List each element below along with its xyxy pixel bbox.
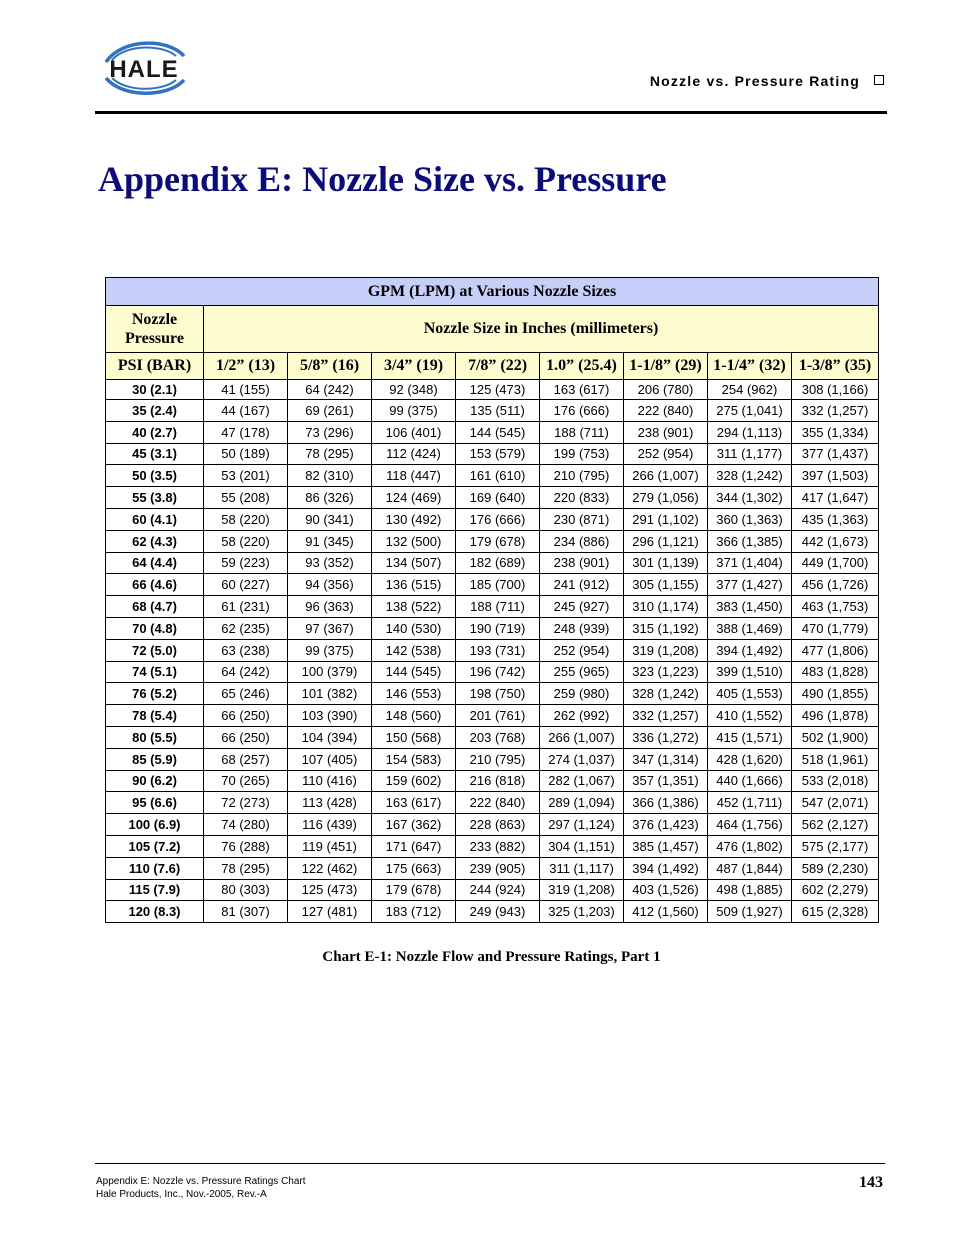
- pressure-cell: 74 (5.1): [106, 661, 204, 683]
- flow-cell: 244 (924): [456, 879, 540, 901]
- table-row: [106, 487, 879, 509]
- flow-cell: 47 (178): [204, 421, 288, 443]
- flow-cell: 101 (382): [288, 683, 372, 705]
- flow-cell: 222 (840): [456, 792, 540, 814]
- flow-cell: 104 (394): [288, 726, 372, 748]
- flow-cell: 266 (1,007): [540, 726, 624, 748]
- flow-cell: 163 (617): [372, 792, 456, 814]
- flow-cell: 146 (553): [372, 683, 456, 705]
- flow-cell: 161 (610): [456, 465, 540, 487]
- flow-cell: 203 (768): [456, 726, 540, 748]
- flow-cell: 463 (1,753): [792, 596, 879, 618]
- flow-cell: 100 (379): [288, 661, 372, 683]
- flow-cell: 59 (223): [204, 552, 288, 574]
- flow-cell: 249 (943): [456, 901, 540, 923]
- pressure-cell: 30 (2.1): [106, 380, 204, 400]
- flow-cell: 82 (310): [288, 465, 372, 487]
- flow-cell: 86 (326): [288, 487, 372, 509]
- flow-cell: 435 (1,363): [792, 508, 879, 530]
- flow-cell: 394 (1,492): [624, 857, 708, 879]
- flow-cell: 502 (1,900): [792, 726, 879, 748]
- flow-cell: 94 (356): [288, 574, 372, 596]
- running-header: [650, 73, 884, 89]
- table-row: [106, 596, 879, 618]
- table-row: [106, 748, 879, 770]
- flow-cell: 112 (424): [372, 443, 456, 465]
- flow-cell: 78 (295): [204, 857, 288, 879]
- flow-cell: 233 (882): [456, 835, 540, 857]
- flow-cell: 210 (795): [456, 748, 540, 770]
- flow-cell: 310 (1,174): [624, 596, 708, 618]
- flow-cell: 198 (750): [456, 683, 540, 705]
- flow-cell: 477 (1,806): [792, 639, 879, 661]
- flow-cell: 99 (375): [288, 639, 372, 661]
- flow-cell: 311 (1,117): [540, 857, 624, 879]
- flow-cell: 110 (416): [288, 770, 372, 792]
- flow-cell: 357 (1,351): [624, 770, 708, 792]
- table-row: [106, 574, 879, 596]
- pressure-cell: 80 (5.5): [106, 726, 204, 748]
- pressure-cell: 120 (8.3): [106, 901, 204, 923]
- flow-cell: 289 (1,094): [540, 792, 624, 814]
- flow-cell: 80 (303): [204, 879, 288, 901]
- flow-cell: 68 (257): [204, 748, 288, 770]
- table-row: [106, 508, 879, 530]
- flow-cell: 291 (1,102): [624, 508, 708, 530]
- flow-cell: 319 (1,208): [624, 639, 708, 661]
- pressure-cell: 66 (4.6): [106, 574, 204, 596]
- flow-cell: 385 (1,457): [624, 835, 708, 857]
- flow-cell: 397 (1,503): [792, 465, 879, 487]
- flow-cell: 159 (602): [372, 770, 456, 792]
- flow-cell: 58 (220): [204, 508, 288, 530]
- flow-cell: 518 (1,961): [792, 748, 879, 770]
- flow-cell: 383 (1,450): [708, 596, 792, 618]
- flow-cell: 238 (901): [540, 552, 624, 574]
- pressure-cell: 100 (6.9): [106, 814, 204, 836]
- flow-cell: 210 (795): [540, 465, 624, 487]
- table-row: [106, 814, 879, 836]
- table-row: [106, 683, 879, 705]
- checkbox-square-icon: [874, 75, 884, 85]
- flow-cell: 252 (954): [624, 443, 708, 465]
- table-row: [106, 879, 879, 901]
- table-row: [106, 857, 879, 879]
- hale-logo: [96, 36, 192, 100]
- flow-cell: 176 (666): [456, 508, 540, 530]
- flow-cell: 171 (647): [372, 835, 456, 857]
- flow-cell: 376 (1,423): [624, 814, 708, 836]
- pressure-cell: 62 (4.3): [106, 530, 204, 552]
- flow-cell: 62 (235): [204, 617, 288, 639]
- flow-cell: 241 (912): [540, 574, 624, 596]
- flow-cell: 216 (818): [456, 770, 540, 792]
- flow-cell: 74 (280): [204, 814, 288, 836]
- pressure-cell: 105 (7.2): [106, 835, 204, 857]
- flow-cell: 188 (711): [540, 421, 624, 443]
- column-header: 1-1/8” (29): [624, 353, 708, 380]
- pressure-cell: 90 (6.2): [106, 770, 204, 792]
- flow-cell: 69 (261): [288, 400, 372, 422]
- logo-wordmark: HALE: [109, 56, 179, 83]
- flow-cell: 64 (242): [288, 380, 372, 400]
- flow-cell: 148 (560): [372, 705, 456, 727]
- flow-cell: 412 (1,560): [624, 901, 708, 923]
- flow-cell: 179 (678): [456, 530, 540, 552]
- flow-cell: 190 (719): [456, 617, 540, 639]
- flow-cell: 72 (273): [204, 792, 288, 814]
- flow-cell: 415 (1,571): [708, 726, 792, 748]
- column-header: 1/2” (13): [204, 353, 288, 380]
- flow-cell: 92 (348): [372, 380, 456, 400]
- page-number: 143: [859, 1174, 883, 1191]
- table-row: [106, 705, 879, 727]
- table-row: [106, 421, 879, 443]
- flow-cell: 167 (362): [372, 814, 456, 836]
- flow-cell: 196 (742): [456, 661, 540, 683]
- flow-cell: 50 (189): [204, 443, 288, 465]
- flow-cell: 366 (1,386): [624, 792, 708, 814]
- footer-publisher: Hale Products, Inc., Nov.-2005, Rev.-A: [96, 1189, 267, 1200]
- flow-cell: 142 (538): [372, 639, 456, 661]
- flow-cell: 449 (1,700): [792, 552, 879, 574]
- flow-cell: 130 (492): [372, 508, 456, 530]
- flow-cell: 44 (167): [204, 400, 288, 422]
- table-row: [106, 443, 879, 465]
- table-row: [106, 380, 879, 400]
- flow-cell: 297 (1,124): [540, 814, 624, 836]
- flow-cell: 153 (579): [456, 443, 540, 465]
- flow-cell: 428 (1,620): [708, 748, 792, 770]
- flow-cell: 405 (1,553): [708, 683, 792, 705]
- pressure-cell: 35 (2.4): [106, 400, 204, 422]
- pressure-cell: 40 (2.7): [106, 421, 204, 443]
- table-row: [106, 901, 879, 923]
- running-header-text: Nozzle vs. Pressure Rating: [649, 73, 860, 89]
- flow-cell: 97 (367): [288, 617, 372, 639]
- flow-cell: 377 (1,437): [792, 443, 879, 465]
- page-title: Appendix E: Nozzle Size vs. Pressure: [98, 159, 667, 199]
- flow-cell: 125 (473): [288, 879, 372, 901]
- flow-cell: 476 (1,802): [708, 835, 792, 857]
- flow-cell: 360 (1,363): [708, 508, 792, 530]
- flow-cell: 199 (753): [540, 443, 624, 465]
- flow-cell: 140 (530): [372, 617, 456, 639]
- flow-cell: 91 (345): [288, 530, 372, 552]
- pressure-cell: 110 (7.6): [106, 857, 204, 879]
- flow-cell: 206 (780): [624, 380, 708, 400]
- flow-cell: 188 (711): [456, 596, 540, 618]
- flow-cell: 274 (1,037): [540, 748, 624, 770]
- flow-cell: 58 (220): [204, 530, 288, 552]
- flow-cell: 118 (447): [372, 465, 456, 487]
- flow-cell: 255 (965): [540, 661, 624, 683]
- flow-cell: 103 (390): [288, 705, 372, 727]
- flow-cell: 183 (712): [372, 901, 456, 923]
- flow-cell: 377 (1,427): [708, 574, 792, 596]
- pressure-cell: 115 (7.9): [106, 879, 204, 901]
- flow-cell: 388 (1,469): [708, 617, 792, 639]
- flow-cell: 252 (954): [540, 639, 624, 661]
- flow-cell: 440 (1,666): [708, 770, 792, 792]
- flow-cell: 163 (617): [540, 380, 624, 400]
- flow-cell: 344 (1,302): [708, 487, 792, 509]
- flow-cell: 41 (155): [204, 380, 288, 400]
- flow-cell: 136 (515): [372, 574, 456, 596]
- flow-cell: 93 (352): [288, 552, 372, 574]
- flow-cell: 490 (1,855): [792, 683, 879, 705]
- table-row: [106, 792, 879, 814]
- pressure-cell: 55 (3.8): [106, 487, 204, 509]
- flow-cell: 615 (2,328): [792, 901, 879, 923]
- flow-cell: 589 (2,230): [792, 857, 879, 879]
- flow-cell: 175 (663): [372, 857, 456, 879]
- flow-cell: 124 (469): [372, 487, 456, 509]
- flow-cell: 176 (666): [540, 400, 624, 422]
- flow-cell: 533 (2,018): [792, 770, 879, 792]
- flow-cell: 228 (863): [456, 814, 540, 836]
- footer-document-title: Appendix E: Nozzle vs. Pressure Ratings Chart: [96, 1176, 306, 1187]
- column-header: 7/8” (22): [456, 353, 540, 380]
- flow-cell: 135 (511): [456, 400, 540, 422]
- flow-cell: 266 (1,007): [624, 465, 708, 487]
- flow-cell: 347 (1,314): [624, 748, 708, 770]
- flow-cell: 222 (840): [624, 400, 708, 422]
- flow-cell: 96 (363): [288, 596, 372, 618]
- table-title: GPM (LPM) at Various Nozzle Sizes: [106, 278, 879, 306]
- pressure-cell: 50 (3.5): [106, 465, 204, 487]
- flow-cell: 90 (341): [288, 508, 372, 530]
- flow-cell: 154 (583): [372, 748, 456, 770]
- flow-cell: 470 (1,779): [792, 617, 879, 639]
- flow-cell: 575 (2,177): [792, 835, 879, 857]
- flow-cell: 311 (1,177): [708, 443, 792, 465]
- pressure-cell: 64 (4.4): [106, 552, 204, 574]
- pressure-cell: 95 (6.6): [106, 792, 204, 814]
- flow-cell: 254 (962): [708, 380, 792, 400]
- flow-cell: 464 (1,756): [708, 814, 792, 836]
- flow-cell: 107 (405): [288, 748, 372, 770]
- flow-cell: 193 (731): [456, 639, 540, 661]
- table-row: [106, 400, 879, 422]
- flow-cell: 234 (886): [540, 530, 624, 552]
- flow-cell: 239 (905): [456, 857, 540, 879]
- flow-cell: 305 (1,155): [624, 574, 708, 596]
- flow-cell: 144 (545): [456, 421, 540, 443]
- nozzle-pressure-table: [105, 277, 879, 923]
- flow-cell: 483 (1,828): [792, 661, 879, 683]
- flow-cell: 144 (545): [372, 661, 456, 683]
- column-header: 1-3/8” (35): [792, 353, 879, 380]
- flow-cell: 76 (288): [204, 835, 288, 857]
- flow-cell: 66 (250): [204, 726, 288, 748]
- flow-cell: 301 (1,139): [624, 552, 708, 574]
- flow-cell: 106 (401): [372, 421, 456, 443]
- footer-rule: [95, 1163, 885, 1164]
- flow-cell: 325 (1,203): [540, 901, 624, 923]
- flow-cell: 55 (208): [204, 487, 288, 509]
- flow-cell: 294 (1,113): [708, 421, 792, 443]
- flow-cell: 410 (1,552): [708, 705, 792, 727]
- flow-cell: 127 (481): [288, 901, 372, 923]
- flow-cell: 134 (507): [372, 552, 456, 574]
- flow-cell: 70 (265): [204, 770, 288, 792]
- flow-cell: 336 (1,272): [624, 726, 708, 748]
- flow-cell: 332 (1,257): [624, 705, 708, 727]
- flow-cell: 245 (927): [540, 596, 624, 618]
- column-header: 1-1/4” (32): [708, 353, 792, 380]
- flow-cell: 308 (1,166): [792, 380, 879, 400]
- flow-cell: 201 (761): [456, 705, 540, 727]
- flow-cell: 182 (689): [456, 552, 540, 574]
- flow-cell: 332 (1,257): [792, 400, 879, 422]
- pressure-cell: 60 (4.1): [106, 508, 204, 530]
- flow-cell: 119 (451): [288, 835, 372, 857]
- flow-cell: 238 (901): [624, 421, 708, 443]
- flow-cell: 78 (295): [288, 443, 372, 465]
- flow-cell: 496 (1,878): [792, 705, 879, 727]
- pressure-cell: 68 (4.7): [106, 596, 204, 618]
- flow-cell: 452 (1,711): [708, 792, 792, 814]
- flow-cell: 63 (238): [204, 639, 288, 661]
- flow-cell: 65 (246): [204, 683, 288, 705]
- table-row: [106, 530, 879, 552]
- flow-cell: 73 (296): [288, 421, 372, 443]
- flow-cell: 122 (462): [288, 857, 372, 879]
- flow-cell: 442 (1,673): [792, 530, 879, 552]
- flow-cell: 60 (227): [204, 574, 288, 596]
- flow-cell: 66 (250): [204, 705, 288, 727]
- flow-cell: 113 (428): [288, 792, 372, 814]
- flow-cell: 355 (1,334): [792, 421, 879, 443]
- flow-cell: 185 (700): [456, 574, 540, 596]
- table-row: [106, 661, 879, 683]
- flow-cell: 81 (307): [204, 901, 288, 923]
- flow-cell: 498 (1,885): [708, 879, 792, 901]
- table-row: [106, 465, 879, 487]
- flow-cell: 179 (678): [372, 879, 456, 901]
- flow-cell: 248 (939): [540, 617, 624, 639]
- table-row: [106, 617, 879, 639]
- flow-cell: 323 (1,223): [624, 661, 708, 683]
- flow-cell: 371 (1,404): [708, 552, 792, 574]
- flow-cell: 262 (992): [540, 705, 624, 727]
- flow-cell: 138 (522): [372, 596, 456, 618]
- flow-cell: 53 (201): [204, 465, 288, 487]
- flow-cell: 125 (473): [456, 380, 540, 400]
- table-row: [106, 726, 879, 748]
- flow-cell: 275 (1,041): [708, 400, 792, 422]
- flow-cell: 61 (231): [204, 596, 288, 618]
- flow-cell: 99 (375): [372, 400, 456, 422]
- flow-cell: 487 (1,844): [708, 857, 792, 879]
- pressure-cell: 72 (5.0): [106, 639, 204, 661]
- flow-cell: 417 (1,647): [792, 487, 879, 509]
- flow-cell: 328 (1,242): [624, 683, 708, 705]
- flow-cell: 456 (1,726): [792, 574, 879, 596]
- column-header: 1.0” (25.4): [540, 353, 624, 380]
- flow-cell: 150 (568): [372, 726, 456, 748]
- flow-cell: 319 (1,208): [540, 879, 624, 901]
- flow-cell: 132 (500): [372, 530, 456, 552]
- flow-cell: 602 (2,279): [792, 879, 879, 901]
- flow-cell: 296 (1,121): [624, 530, 708, 552]
- flow-cell: 547 (2,071): [792, 792, 879, 814]
- flow-cell: 220 (833): [540, 487, 624, 509]
- pressure-cell: 70 (4.8): [106, 617, 204, 639]
- flow-cell: 282 (1,067): [540, 770, 624, 792]
- flow-cell: 562 (2,127): [792, 814, 879, 836]
- flow-cell: 259 (980): [540, 683, 624, 705]
- flow-cell: 230 (871): [540, 508, 624, 530]
- pressure-cell: 85 (5.9): [106, 748, 204, 770]
- nozzle-pressure-header: Nozzle Pressure: [106, 306, 204, 353]
- table-row: [106, 552, 879, 574]
- flow-cell: 509 (1,927): [708, 901, 792, 923]
- nozzle-size-header: Nozzle Size in Inches (millimeters): [204, 306, 879, 353]
- pressure-cell: 78 (5.4): [106, 705, 204, 727]
- flow-cell: 394 (1,492): [708, 639, 792, 661]
- header-rule: [95, 111, 887, 114]
- pressure-cell: 45 (3.1): [106, 443, 204, 465]
- table-row: [106, 639, 879, 661]
- flow-cell: 366 (1,385): [708, 530, 792, 552]
- flow-cell: 304 (1,151): [540, 835, 624, 857]
- flow-cell: 328 (1,242): [708, 465, 792, 487]
- flow-cell: 399 (1,510): [708, 661, 792, 683]
- flow-cell: 169 (640): [456, 487, 540, 509]
- flow-cell: 116 (439): [288, 814, 372, 836]
- column-header: 5/8” (16): [288, 353, 372, 380]
- flow-cell: 403 (1,526): [624, 879, 708, 901]
- pressure-cell: 76 (5.2): [106, 683, 204, 705]
- column-header: 3/4” (19): [372, 353, 456, 380]
- flow-cell: 279 (1,056): [624, 487, 708, 509]
- table-row: [106, 835, 879, 857]
- flow-cell: 315 (1,192): [624, 617, 708, 639]
- column-header: PSI (BAR): [106, 353, 204, 380]
- chart-caption: Chart E-1: Nozzle Flow and Pressure Ratings, Part 1: [322, 949, 661, 965]
- flow-cell: 64 (242): [204, 661, 288, 683]
- table-row: [106, 770, 879, 792]
